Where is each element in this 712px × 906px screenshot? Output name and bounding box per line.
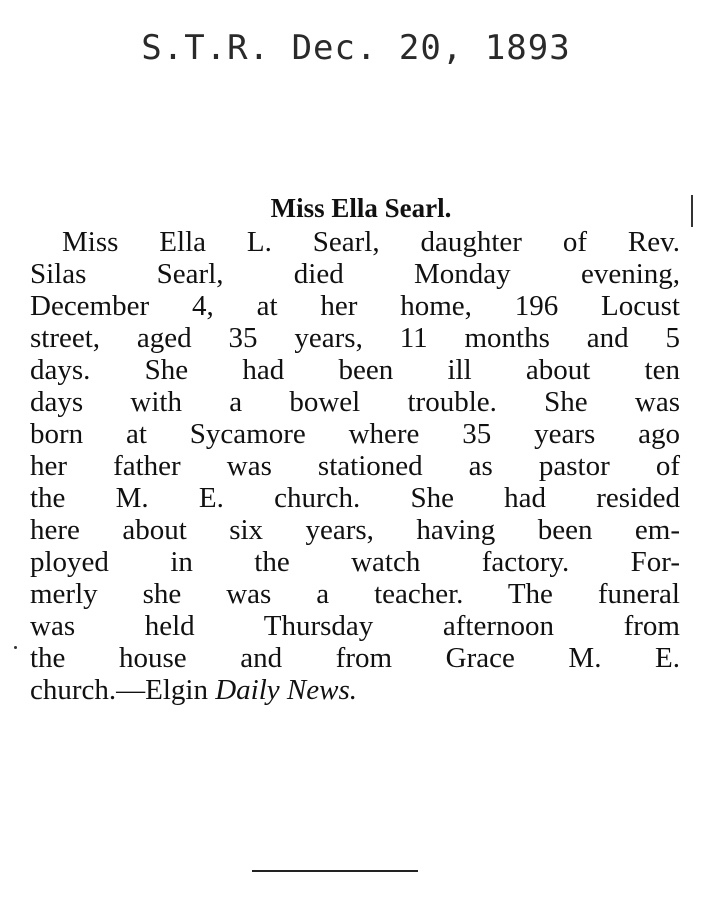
article-line: ployed in the watch factory. For- [30, 546, 680, 578]
article-line: here about six years, having been em- [30, 514, 680, 546]
article-line: street, aged 35 years, 11 months and 5 [30, 322, 680, 354]
margin-mark [691, 195, 693, 227]
print-speck [14, 646, 17, 649]
article-line: Miss Ella L. Searl, daughter of Rev. [62, 226, 680, 258]
clipping-source-date: S.T.R. Dec. 20, 1893 [141, 28, 571, 68]
article-line: merly she was a teacher. The funeral [30, 578, 680, 610]
end-rule [252, 870, 418, 872]
article-title: Miss Ella Searl. [270, 193, 452, 223]
article-body [30, 226, 680, 706]
article-line-prefix: church.—Elgin [30, 674, 216, 706]
obituary-article [30, 190, 680, 706]
article-last-line [30, 674, 680, 706]
article-line: December 4, at her home, 196 Locust [30, 290, 680, 322]
newspaper-source: Daily News. [215, 674, 358, 706]
article-line: days with a bowel trouble. She was [30, 386, 680, 418]
article-line: days. She had been ill about ten [30, 354, 680, 386]
article-line: was held Thursday afternoon from [30, 610, 680, 642]
article-line: born at Sycamore where 35 years ago [30, 418, 680, 450]
article-line: the M. E. church. She had resided [30, 482, 680, 514]
article-line: her father was stationed as pastor of [30, 450, 680, 482]
article-line: Silas Searl, died Monday evening, [30, 258, 680, 290]
article-line: the house and from Grace M. E. [30, 642, 680, 674]
